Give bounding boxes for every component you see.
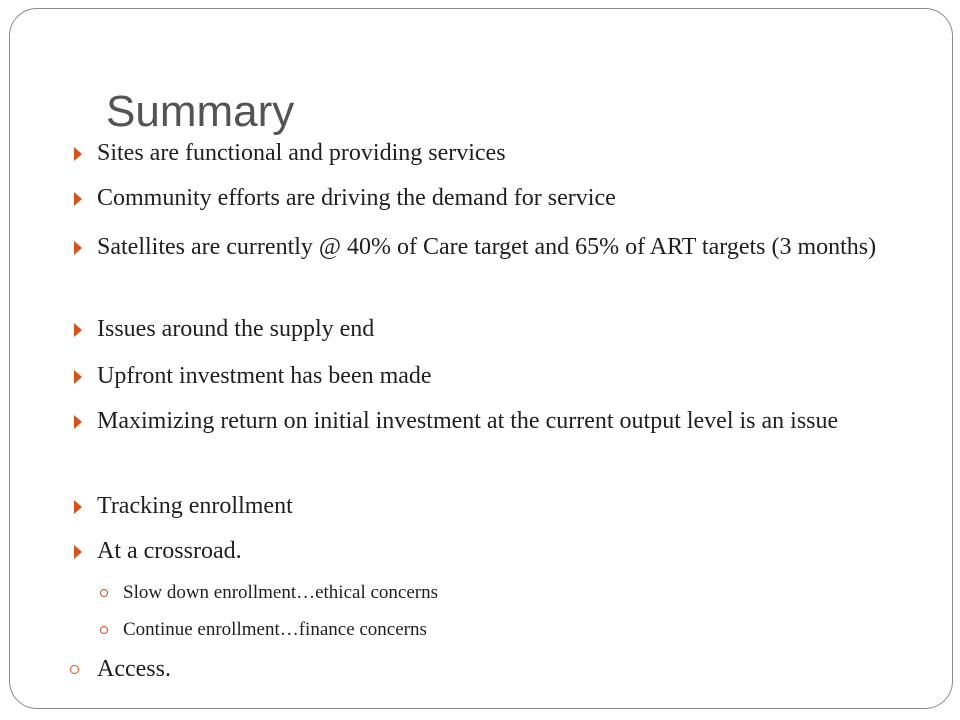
bullet-text: At a crossroad.	[97, 538, 242, 564]
triangle-right-icon	[74, 147, 82, 161]
sub-bullet-item	[100, 617, 900, 643]
bullet-item	[74, 404, 914, 438]
triangle-right-icon	[74, 415, 82, 429]
bullet-text: Tracking enrollment	[97, 493, 293, 519]
bullet-text: Issues around the supply end	[97, 316, 375, 342]
access-text: Access.	[97, 656, 171, 682]
bullet-item	[74, 230, 914, 264]
triangle-right-icon	[74, 370, 82, 384]
bullet-item	[74, 534, 914, 568]
bullet-text: Sites are functional and providing services	[97, 140, 506, 166]
bullet-text: Upfront investment has been made	[97, 363, 432, 389]
bullet-item	[74, 359, 914, 393]
triangle-right-icon	[74, 545, 82, 559]
triangle-right-icon	[74, 500, 82, 514]
bullet-item	[74, 312, 914, 346]
triangle-right-icon	[74, 323, 82, 337]
bullet-text: Satellites are currently @ 40% of Care target and 65% of ART targets (3 months)	[97, 234, 877, 260]
bullet-item	[74, 181, 914, 215]
bullet-text: Community efforts are driving the demand for service	[97, 185, 616, 211]
ring-icon	[100, 589, 108, 597]
sub-bullet-text: Slow down enrollment…ethical concerns	[123, 582, 439, 603]
sub-bullet-item	[100, 580, 900, 606]
triangle-right-icon	[74, 192, 82, 206]
ring-icon	[100, 626, 108, 634]
triangle-right-icon	[74, 241, 82, 255]
ring-icon	[70, 665, 79, 674]
slide-title: Summary	[106, 87, 295, 136]
bullet-item	[74, 136, 914, 170]
sub-bullet-text: Continue enrollment…finance concerns	[123, 619, 427, 640]
bullet-item	[74, 489, 914, 523]
access-bullet-item	[70, 652, 870, 686]
bullet-text: Maximizing return on initial investment at the current output level is an issue	[97, 408, 839, 434]
